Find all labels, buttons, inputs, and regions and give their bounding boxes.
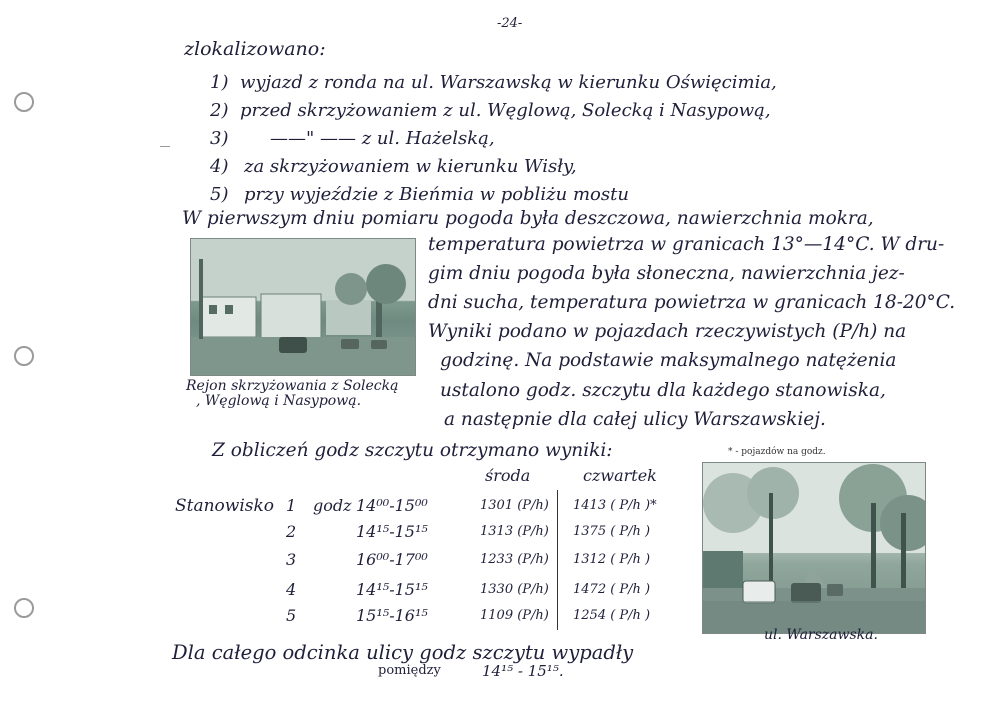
list-num-5: 5) — [210, 184, 229, 205]
paragraph-line-7: a następnie dla całej ulicy Warszawskiej. — [444, 409, 826, 430]
photo1-caption-line1: Rejon skrzyżowania z Solecką — [186, 378, 399, 394]
list-item-4: za skrzyżowaniem w kierunku Wisły, — [244, 156, 577, 177]
wed-4: 1330 (P/h) — [480, 582, 549, 597]
hour-prefix: godz — [313, 496, 352, 515]
thu-3: 1312 ( P/h ) — [573, 552, 651, 567]
photo1-caption-line2: , Węglową i Nasypową. — [196, 393, 362, 409]
col-header-thursday: czwartek — [583, 466, 657, 485]
station-3: 3 — [286, 550, 297, 569]
paragraph-line-2: gim dniu pogoda była słoneczna, nawierzchnia jez- — [428, 263, 905, 284]
calc-intro: Z obliczeń godz szczytu otrzymano wyniki: — [212, 440, 613, 461]
hours-3: 16⁰⁰-17⁰⁰ — [356, 550, 428, 569]
photo2-caption: ul. Warszawska. — [764, 627, 878, 643]
col-header-wednesday: środa — [485, 466, 531, 485]
hours-4: 14¹⁵-15¹⁵ — [356, 580, 428, 599]
list-num-4: 4) — [210, 156, 229, 177]
paragraph-line-5: godzinę. Na podstawie maksymalnego natężenia — [440, 350, 897, 371]
thu-5: 1254 ( P/h ) — [573, 608, 651, 623]
wed-5: 1109 (P/h) — [480, 608, 549, 623]
conclusion-prefix: pomiędzy — [378, 663, 441, 678]
list-item-1: wyjazd z ronda na ul. Warszawską w kierunku Oświęcimia, — [240, 72, 777, 93]
paragraph-line-1: temperatura powietrza w granicach 13°—14°C. W dru- — [428, 234, 945, 255]
table-divider — [557, 490, 558, 630]
station-4: 4 — [286, 580, 297, 599]
wed-3: 1233 (P/h) — [480, 552, 549, 567]
thu-1: 1413 ( P/h )* — [573, 498, 657, 513]
conclusion-line1: Dla całego odcinka ulicy godz szczytu wypadły — [172, 641, 634, 664]
binder-hole-bottom — [14, 598, 34, 618]
photo-intersection — [190, 238, 416, 376]
conclusion-value: 14¹⁵ - 15¹⁵. — [482, 662, 564, 680]
wed-2: 1313 (P/h) — [480, 524, 549, 539]
hours-1: 14⁰⁰-15⁰⁰ — [356, 496, 428, 515]
paragraph-line-6: ustalono godz. szczytu dla każdego stanowiska, — [440, 380, 886, 401]
list-num-3: 3) — [210, 128, 229, 149]
list-item-3: ——" —— z ul. Hażelską, — [270, 128, 495, 149]
station-1: 1 — [286, 496, 297, 515]
footnote: * - pojazdów na godz. — [728, 447, 826, 457]
photo-warszawska-street — [702, 462, 926, 634]
list-num-2: 2) — [210, 100, 229, 121]
binder-hole-top — [14, 92, 34, 112]
thu-4: 1472 ( P/h ) — [573, 582, 651, 597]
margin-mark — [160, 146, 170, 147]
paragraph-line-4: Wyniki podano w pojazdach rzeczywistych (P/h) na — [428, 321, 907, 342]
hours-2: 14¹⁵-15¹⁵ — [356, 522, 428, 541]
page-number: -24- — [497, 16, 523, 31]
station-5: 5 — [286, 606, 297, 625]
wed-1: 1301 (P/h) — [480, 498, 549, 513]
station-2: 2 — [286, 522, 297, 541]
lead-line: zlokalizowano: — [184, 38, 326, 60]
paragraph-first-line: W pierwszym dniu pomiaru pogoda była deszczowa, nawierzchnia mokra, — [182, 208, 874, 229]
thu-2: 1375 ( P/h ) — [573, 524, 651, 539]
list-num-1: 1) — [210, 72, 229, 93]
list-item-5: przy wyjeździe z Bieńmia w pobliżu mostu — [244, 184, 629, 205]
binder-hole-middle — [14, 346, 34, 366]
paragraph-line-3: dni sucha, temperatura powietrza w granicach 18-20°C. — [428, 292, 956, 313]
list-item-2: przed skrzyżowaniem z ul. Węglową, Solecką i Nasypową, — [240, 100, 771, 121]
hours-5: 15¹⁵-16¹⁵ — [356, 606, 428, 625]
row-header-station: Stanowisko — [175, 496, 275, 516]
